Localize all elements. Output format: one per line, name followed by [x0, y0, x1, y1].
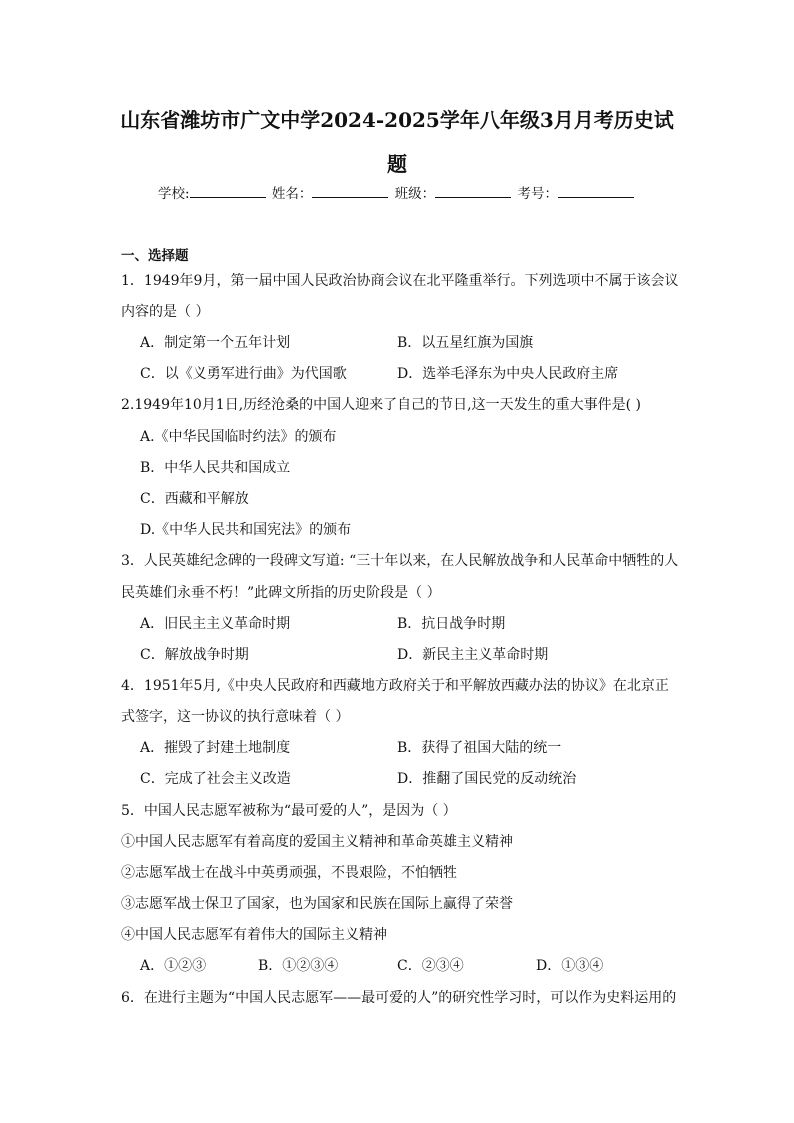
name-label: 姓名： — [271, 186, 313, 202]
q2-option-b[interactable]: B．中华人民共和国成立 — [140, 460, 291, 476]
q3-option-c[interactable]: C．解放战争时期 — [140, 647, 249, 663]
exam-number-blank[interactable] — [558, 184, 634, 198]
title-line-1: 山东省潍坊市广文中学2024-2025学年八年级3月月考历史试 — [120, 108, 674, 132]
q2-option-d[interactable]: D.《中华人民共和国宪法》的颁布 — [140, 522, 352, 538]
q1-option-b[interactable]: B．以五星红旗为国旗 — [397, 335, 534, 351]
exam-number-label: 考号： — [517, 186, 558, 202]
q1-stem-line-2: 内容的是（ ） — [121, 304, 210, 320]
q5-stem-line-1: 5．中国人民志愿军被称为“最可爱的人”，是因为（ ） — [121, 803, 457, 819]
q5-option-c[interactable]: C．②③④ — [397, 958, 464, 974]
q4-option-c[interactable]: C．完成了社会主义改造 — [140, 771, 291, 787]
q3-option-a[interactable]: A．旧民主主义革命时期 — [140, 616, 291, 632]
school-label: 学校: — [158, 186, 190, 202]
q3-stem-line-2: 民英雄们永垂不朽！”此碑文所指的历史阶段是（ ） — [121, 585, 441, 601]
title-line-2: 题 — [387, 152, 407, 176]
q2-stem-line-1: 2.1949年10月1日,历经沧桑的中国人迎来了自己的节日,这一天发生的重大事件是( ) — [121, 397, 641, 413]
q3-option-b[interactable]: B．抗日战争时期 — [397, 616, 506, 632]
q2-option-a[interactable]: A.《中华民国临时约法》的颁布 — [140, 429, 337, 445]
name-blank[interactable] — [312, 184, 388, 198]
q4-option-a[interactable]: A．摧毁了封建土地制度 — [140, 740, 291, 756]
q5-option-a[interactable]: A．①②③ — [140, 958, 207, 974]
section-heading: 一、选择题 — [121, 248, 189, 264]
q3-stem-line-1: 3．人民英雄纪念碑的一段碑文写道: “三十年以来，在人民解放战争和人民革命中牺牲的人 — [121, 553, 679, 569]
q1-option-a[interactable]: A．制定第一个五年计划 — [140, 335, 291, 351]
class-blank[interactable] — [435, 184, 511, 198]
class-label: 班级： — [394, 186, 436, 202]
school-blank[interactable] — [190, 184, 266, 198]
q5-statement-3: ③志愿军战士保卫了国家，也为国家和民族在国际上赢得了荣誉 — [121, 896, 513, 912]
q4-option-b[interactable]: B．获得了祖国大陆的统一 — [397, 740, 562, 756]
q1-option-d[interactable]: D．选举毛泽东为中央人民政府主席 — [397, 366, 619, 382]
q1-option-c[interactable]: C．以《义勇军进行曲》为代国歌 — [140, 366, 347, 382]
q5-statement-1: ①中国人民志愿军有着高度的爱国主义精神和革命英雄主义精神 — [121, 834, 513, 850]
q5-statement-4: ④中国人民志愿军有着伟大的国际主义精神 — [121, 927, 387, 943]
q1-stem-line-1: 1．1949年9月，第一届中国人民政治协商会议在北平隆重举行。下列选项中不属于该会议 — [121, 273, 679, 289]
q4-stem-line-2: 式签字，这一协议的执行意味着（ ） — [121, 709, 350, 725]
page-title — [100, 98, 694, 186]
q5-option-d[interactable]: D．①③④ — [536, 958, 604, 974]
student-info-row — [0, 182, 794, 202]
q5-option-b[interactable]: B．①②③④ — [258, 958, 339, 974]
q4-option-d[interactable]: D．推翻了国民党的反动统治 — [397, 771, 577, 787]
q6-stem-line-1: 6．在进行主题为“中国人民志愿军——最可爱的人”的研究性学习时，可以作为史料运用的 — [121, 990, 677, 1006]
q5-statement-2: ②志愿军战士在战斗中英勇顽强，不畏艰险，不怕牺牲 — [121, 865, 457, 881]
q4-stem-line-1: 4．1951年5月,《中央人民政府和西藏地方政府关于和平解放西藏办法的协议》在北京正 — [121, 678, 669, 694]
q3-option-d[interactable]: D．新民主主义革命时期 — [397, 647, 549, 663]
q2-option-c[interactable]: C．西藏和平解放 — [140, 491, 249, 507]
